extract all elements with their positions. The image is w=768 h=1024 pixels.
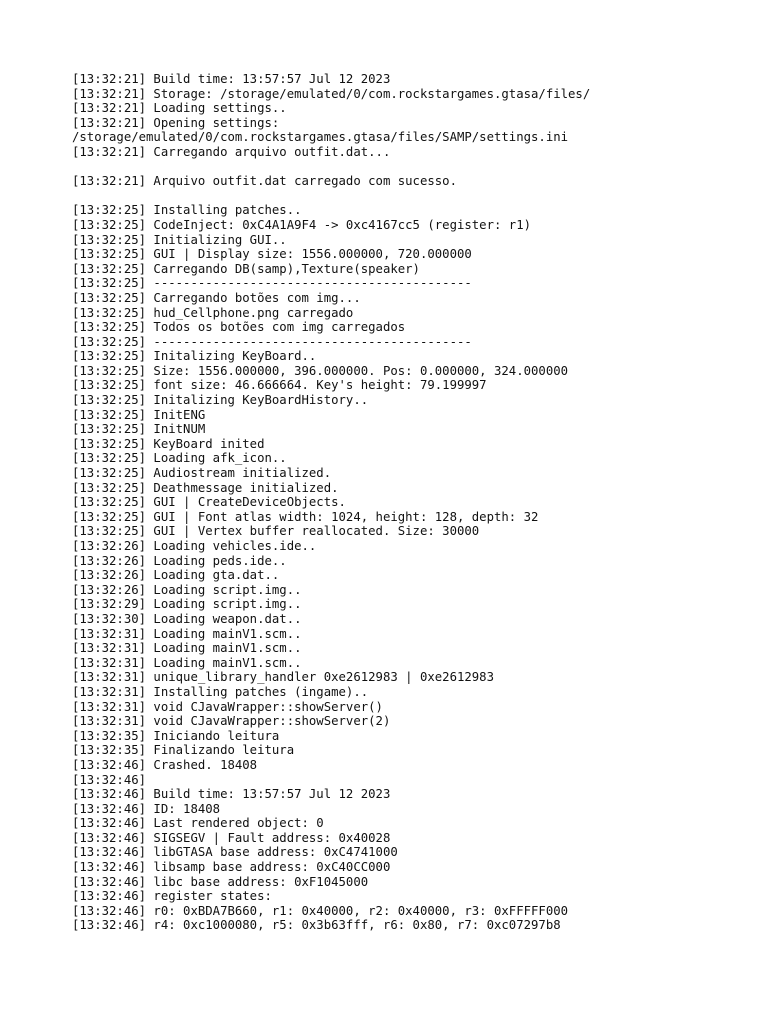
log-line: [13:32:21] Opening settings:	[72, 115, 280, 130]
log-line: [13:32:30] Loading weapon.dat..	[72, 611, 302, 626]
log-line: [13:32:25] GUI | CreateDeviceObjects.	[72, 495, 346, 510]
log-line: [13:32:46] libc base address: 0xF1045000	[72, 874, 369, 889]
log-line: [13:32:21] Arquivo outfit.dat carregado com sucesso.	[72, 174, 457, 189]
log-line: [13:32:25] InitNUM	[72, 422, 206, 437]
log-line: [13:32:31] Loading mainV1.scm..	[72, 641, 302, 656]
log-line: [13:32:46] r0: 0xBDA7B660, r1: 0x40000, r2: 0x40000, r3: 0xFFFFF000	[72, 903, 569, 918]
log-line: [13:32:46] ID: 18408	[72, 801, 221, 816]
log-line: [13:32:21] Loading settings..	[72, 101, 287, 116]
log-line: [13:32:46] register states:	[72, 889, 272, 904]
log-line: [13:32:25] Size: 1556.000000, 396.000000. Pos: 0.000000, 324.000000	[72, 363, 569, 378]
log-line: [13:32:26] Loading vehicles.ide..	[72, 539, 317, 553]
log-line: [13:32:25] Deathmessage initialized.	[72, 480, 339, 495]
log-line: [13:32:25] Audiostream initialized.	[72, 466, 332, 481]
log-line: [13:32:25] Installing patches..	[72, 203, 302, 218]
log-line: [13:32:25] -------------------------------------------	[72, 276, 472, 291]
log-line: [13:32:21] Build time: 13:57:57 Jul 12 2023	[72, 72, 391, 86]
log-line: [13:32:26] Loading peds.ide..	[72, 553, 287, 568]
log-line: [13:32:46] r4: 0xc1000080, r5: 0x3b63fff, r6: 0x80, r7: 0xc07297b8	[72, 918, 561, 933]
log-line: [13:32:31] Loading mainV1.scm..	[72, 655, 302, 670]
log-line: [13:32:25] Carregando botões com img...	[72, 290, 361, 305]
log-line: [13:32:25] GUI | Display size: 1556.000000, 720.000000	[72, 247, 472, 262]
log-line: [13:32:46] libGTASA base address: 0xC4741000	[72, 845, 398, 860]
log-line: [13:32:21] Storage: /storage/emulated/0/com.rockstargames.gtasa/files/	[72, 86, 591, 101]
log-line: [13:32:25] Carregando DB(samp),Texture(speaker)	[72, 261, 420, 276]
log-line: [13:32:31] void CJavaWrapper::showServer()	[72, 699, 383, 714]
log-line: [13:32:46]	[72, 772, 147, 787]
log-line: [13:32:25] Initalizing KeyBoard..	[72, 349, 317, 364]
log-line: [13:32:46] Last rendered object: 0	[72, 816, 324, 831]
log-line: [13:32:29] Loading script.img..	[72, 597, 302, 612]
log-text	[72, 72, 768, 933]
log-line: [13:32:25] Initializing GUI..	[72, 232, 287, 247]
log-line	[72, 189, 768, 204]
log-line: [13:32:21] Carregando arquivo outfit.dat...	[72, 144, 391, 159]
log-line: [13:32:31] Loading mainV1.scm..	[72, 626, 302, 641]
log-line: [13:32:25] InitENG	[72, 407, 206, 422]
log-line: [13:32:25] Initalizing KeyBoardHistory..	[72, 393, 369, 408]
log-line: [13:32:46] Crashed. 18408	[72, 757, 258, 772]
log-line: [13:32:25] Loading afk_icon..	[72, 451, 287, 466]
log-line: [13:32:35] Finalizando leitura	[72, 743, 295, 758]
log-line: [13:32:31] unique_library_handler 0xe2612983 | 0xe2612983	[72, 670, 494, 685]
log-line: /storage/emulated/0/com.rockstargames.gtasa/files/SAMP/settings.ini	[72, 130, 569, 145]
log-line: [13:32:31] void CJavaWrapper::showServer(2)	[72, 714, 391, 729]
log-line: [13:32:46] SIGSEGV | Fault address: 0x40028	[72, 830, 391, 845]
log-line: [13:32:25] hud_Cellphone.png carregado	[72, 305, 354, 320]
log-line: [13:32:31] Installing patches (ingame)..	[72, 684, 369, 699]
log-line: [13:32:25] GUI | Font atlas width: 1024, height: 128, depth: 32	[72, 509, 539, 524]
log-line: [13:32:25] GUI | Vertex buffer reallocated. Size: 30000	[72, 524, 480, 539]
log-line: [13:32:46] Build time: 13:57:57 Jul 12 2023	[72, 787, 391, 802]
log-line: [13:32:25] font size: 46.666664. Key's height: 79.199997	[72, 378, 487, 393]
log-line: [13:32:26] Loading script.img..	[72, 582, 302, 597]
log-line: [13:32:25] -------------------------------------------	[72, 334, 472, 349]
log-line	[72, 160, 768, 175]
log-line: [13:32:46] libsamp base address: 0xC40CC000	[72, 860, 391, 875]
log-line: [13:32:25] KeyBoard inited	[72, 436, 265, 451]
log-line: [13:32:26] Loading gta.dat..	[72, 568, 280, 583]
log-line: [13:32:25] Todos os botões com img carregados	[72, 320, 406, 335]
log-line: [13:32:35] Iniciando leitura	[72, 728, 280, 743]
log-line: [13:32:25] CodeInject: 0xC4A1A9F4 -> 0xc4167cc5 (register: r1)	[72, 217, 532, 232]
